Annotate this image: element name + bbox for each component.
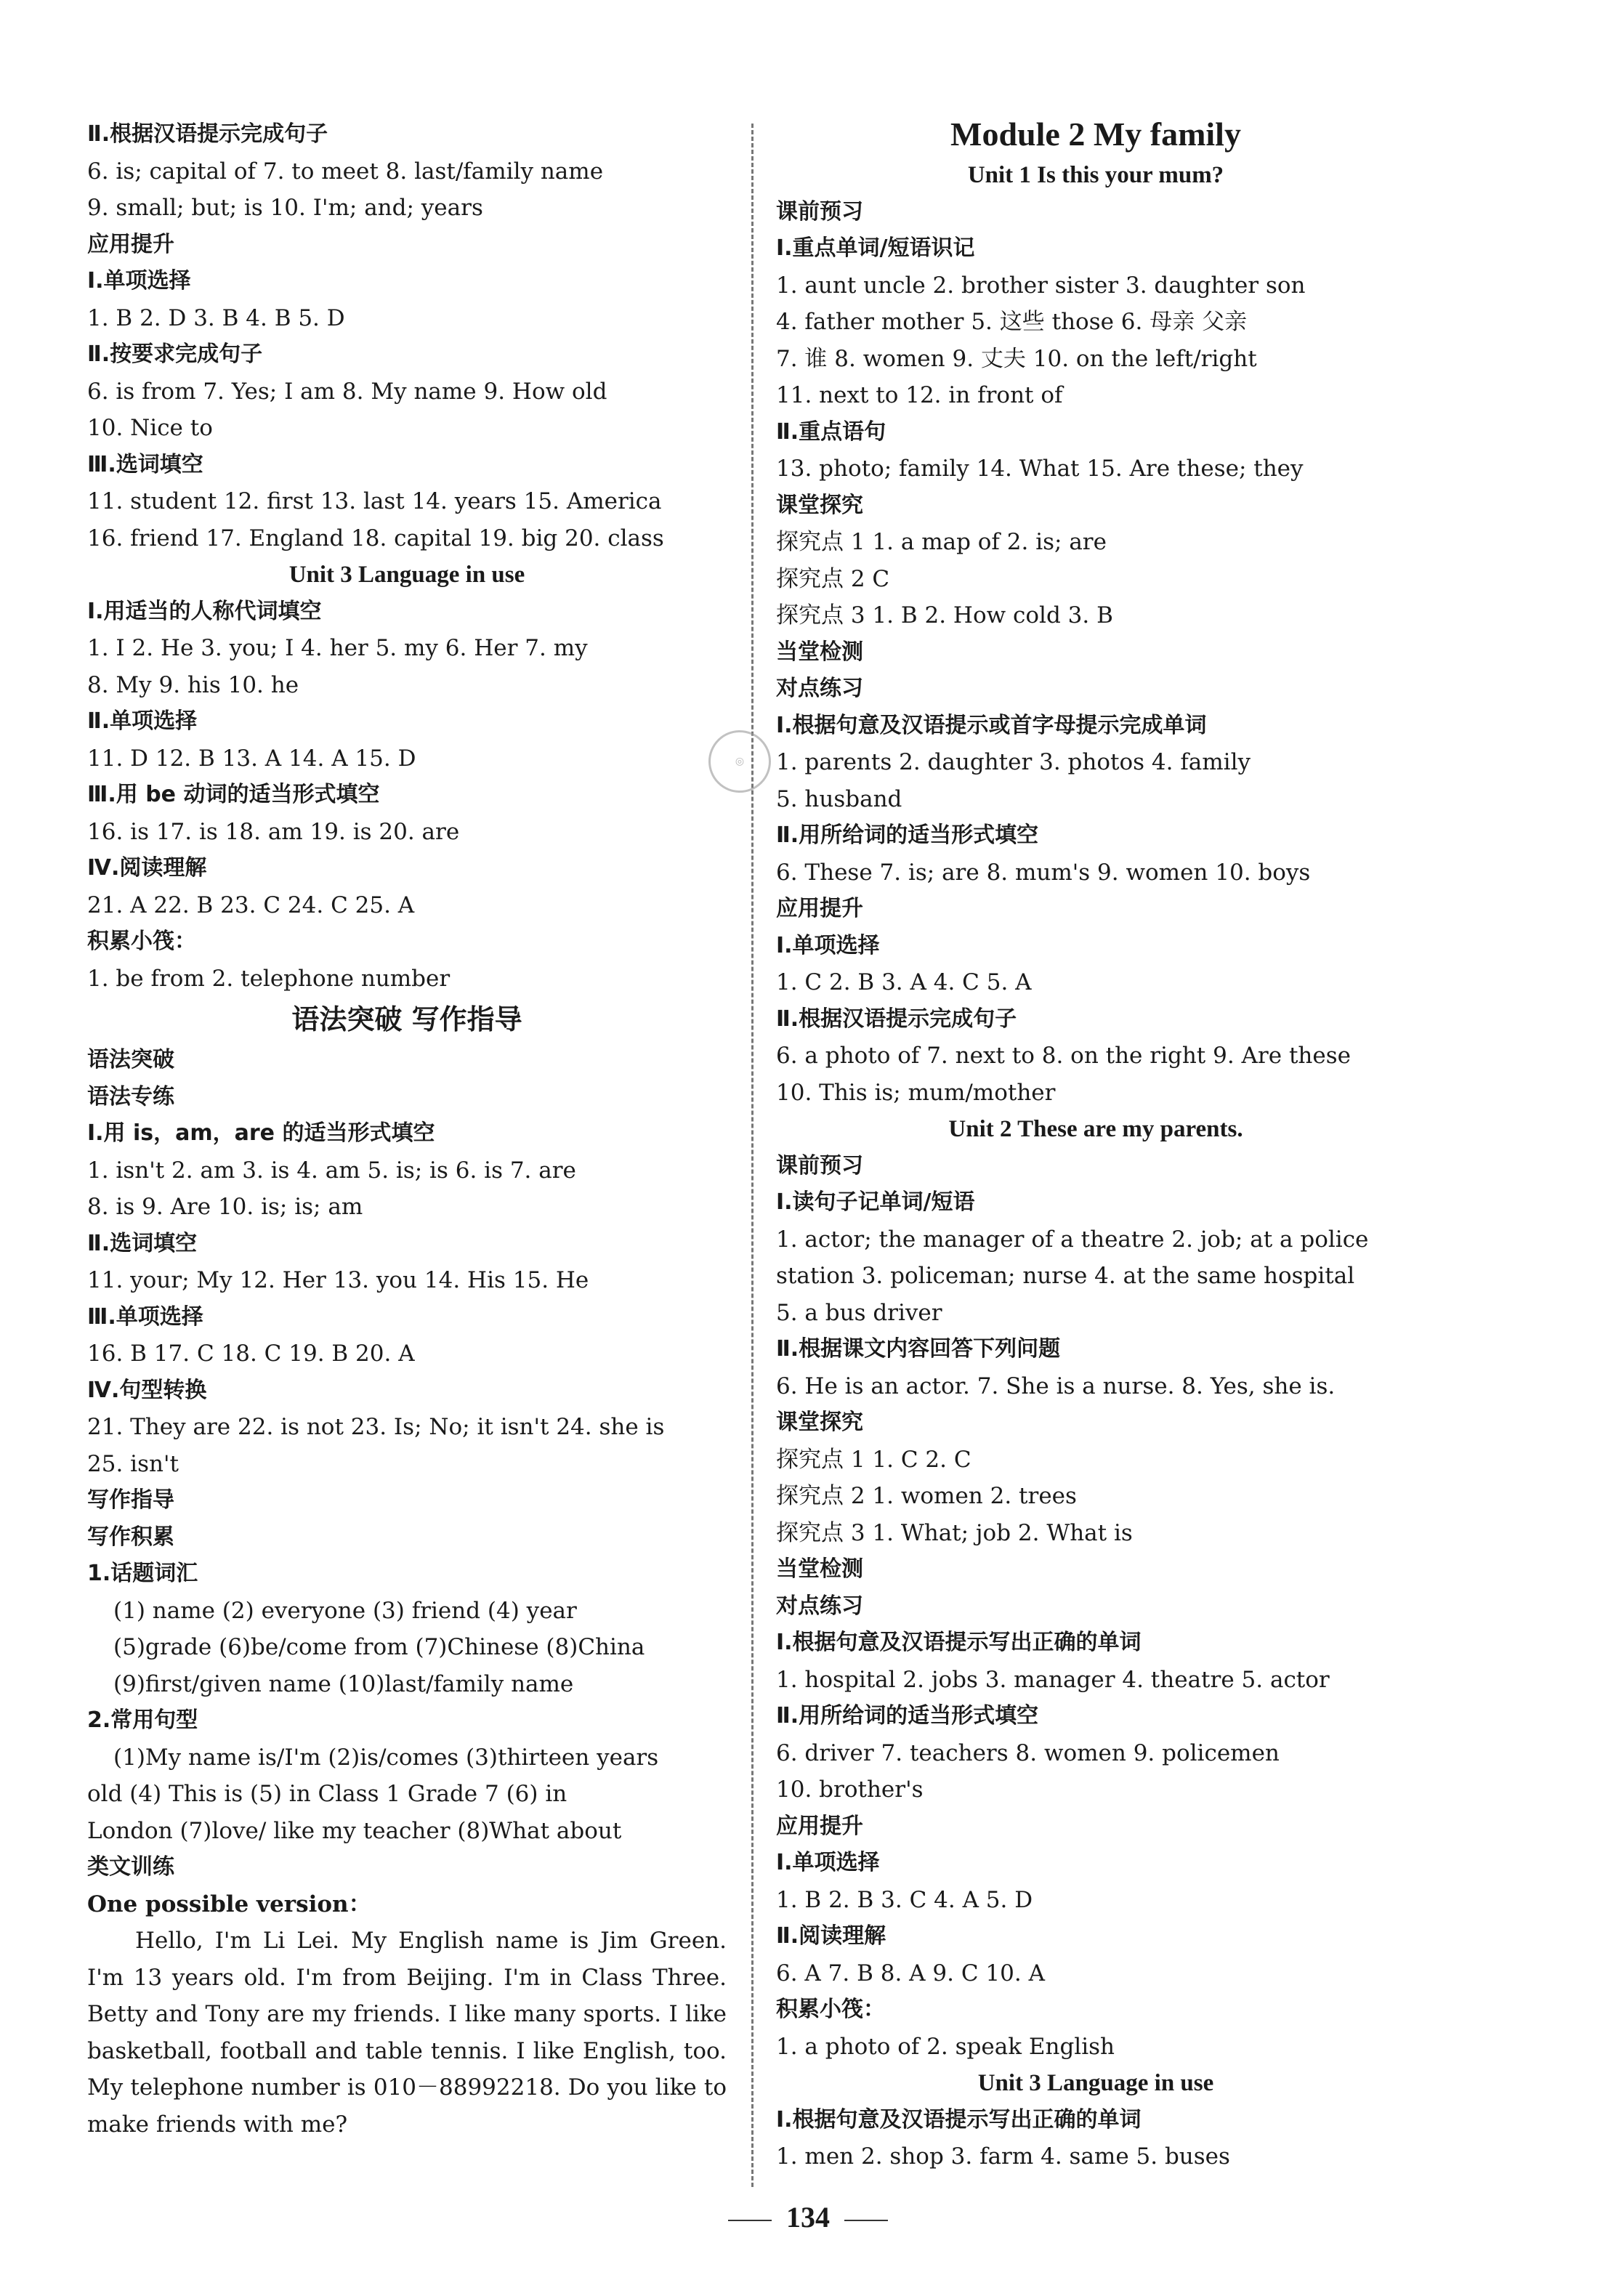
section-heading: Ⅱ.根据汉语提示完成句子: [87, 121, 328, 147]
section-heading: 应用提升: [87, 231, 174, 257]
section-heading: Ⅱ.选词填空: [87, 1230, 198, 1256]
unit-title: Unit 3 Language in use: [977, 2070, 1214, 2096]
section-heading: Ⅲ.用 be 动词的适当形式填空: [87, 782, 380, 807]
unit-title: Unit 1 Is this your mum?: [967, 162, 1224, 188]
section-heading: Ⅱ.单项选择: [87, 708, 198, 734]
watermark-stamp-icon: ◎: [708, 730, 771, 793]
section-heading: 课堂探究: [776, 1410, 863, 1435]
section-heading: 应用提升: [776, 896, 863, 921]
section-heading: 积累小筏：: [776, 1997, 885, 2022]
answer-line: 11. student 12. first 13. last 14. years 15. America: [87, 488, 662, 514]
sample-label: One possible version：: [87, 1891, 371, 1917]
section-heading: 写作指导: [87, 1487, 174, 1513]
answer-line: 21. They are 22. is not 23. Is; No; it isn't 24. she is: [87, 1414, 665, 1440]
answer-line: 1. B 2. D 3. B 4. B 5. D: [87, 304, 345, 331]
section-heading: Ⅱ.根据汉语提示完成句子: [776, 1006, 1017, 1032]
answer-line: 11. your; My 12. Her 13. you 14. His 15. He: [87, 1267, 589, 1293]
sample-essay: Hello, I'm Li Lei. My English name is Jim Green. I'm 13 years old. I'm from Beijing. I'm in Class Three. Betty and Tony are my friends. I like many sports. I like basketball, football and table tennis. I like English, too. My telephone number is 010－88992218. Do you like to make friends with me?: [87, 1928, 727, 2138]
section-heading: Ⅰ.单项选择: [776, 932, 880, 958]
section-heading: 当堂检测: [776, 1556, 863, 1582]
section-heading: 积累小筏：: [87, 929, 196, 954]
answer-line: 探究点 3 1. What; job 2. What is: [776, 1519, 1133, 1546]
answer-line: 9. small; but; is 10. I'm; and; years: [87, 195, 483, 221]
answer-line: 21. A 22. B 23. C 24. C 25. A: [87, 892, 415, 918]
answer-line: old (4) This is (5) in Class 1 Grade 7 (6) in: [87, 1781, 567, 1807]
left-column: [87, 116, 727, 2143]
page-number-text: 134: [786, 2201, 830, 2234]
section-heading: 课堂探究: [776, 492, 863, 518]
section-heading: Ⅱ.根据课文内容回答下列问题: [776, 1336, 1061, 1362]
answer-line: 10. brother's: [776, 1776, 924, 1803]
answer-line: 1. a photo of 2. speak English: [776, 2033, 1115, 2060]
section-heading: Ⅰ.根据句意及汉语提示写出正确的单词: [776, 1630, 1142, 1655]
answer-line: 8. is 9. Are 10. is; is; am: [87, 1194, 363, 1220]
answer-line: 5. a bus driver: [776, 1299, 942, 1326]
section-heading: Ⅲ.单项选择: [87, 1303, 203, 1330]
answer-line: 10. Nice to: [87, 415, 213, 441]
answer-line: 1. men 2. shop 3. farm 4. same 5. buses: [776, 2143, 1230, 2170]
section-heading: Ⅳ.句型转换: [87, 1377, 207, 1403]
answer-line: 10. This is; mum/mother: [776, 1079, 1056, 1106]
answer-line: 探究点 1 1. C 2. C: [776, 1446, 971, 1473]
section-heading: Ⅱ.按要求完成句子: [87, 341, 263, 367]
answer-line: 6. is from 7. Yes; I am 8. My name 9. How old: [87, 378, 607, 405]
section-heading: 当堂检测: [776, 639, 863, 665]
answer-line: 1. isn't 2. am 3. is 4. am 5. is; is 6. is 7. are: [87, 1157, 576, 1184]
answer-line-indented: (1) name (2) everyone (3) friend (4) year: [113, 1597, 577, 1624]
answer-line: 7. 谁 8. women 9. 丈夫 10. on the left/right: [776, 345, 1257, 372]
section-heading: 写作积累: [87, 1524, 174, 1550]
answer-line-indented: (9)first/given name (10)last/family name: [113, 1670, 574, 1697]
answer-line: 25. isn't: [87, 1450, 179, 1477]
answer-line: 16. B 17. C 18. C 19. B 20. A: [87, 1341, 415, 1367]
section-heading: Ⅱ.用所给词的适当形式填空: [776, 1703, 1039, 1729]
section-heading: 对点练习: [776, 676, 863, 701]
section-heading: 课前预习: [776, 1152, 863, 1179]
section-heading: Ⅳ.阅读理解: [87, 855, 207, 881]
answer-line: 16. friend 17. England 18. capital 19. big 20. class: [87, 525, 664, 551]
answer-line: 11. next to 12. in front of: [776, 382, 1063, 408]
answer-line: 6. He is an actor. 7. She is a nurse. 8. Yes, she is.: [776, 1373, 1336, 1399]
section-heading: Ⅰ.读句子记单词/短语: [776, 1189, 975, 1215]
answer-line: 1. hospital 2. jobs 3. manager 4. theatre 5. actor: [776, 1666, 1330, 1693]
answer-line: 1. I 2. He 3. you; I 4. her 5. my 6. Her 7. my: [87, 635, 588, 661]
answer-line: 4. father mother 5. 这些 those 6. 母亲 父亲: [776, 309, 1248, 335]
section-heading: Ⅰ.单项选择: [87, 268, 191, 294]
answer-line: 1. aunt uncle 2. brother sister 3. daughter son: [776, 272, 1306, 299]
answer-line: 6. A 7. B 8. A 9. C 10. A: [776, 1960, 1045, 1986]
answer-line: 探究点 1 1. a map of 2. is; are: [776, 529, 1107, 555]
answer-line: London (7)love/ like my teacher (8)What about: [87, 1817, 622, 1844]
answer-line: 1. B 2. B 3. C 4. A 5. D: [776, 1886, 1033, 1913]
section-heading: 2.常用句型: [87, 1707, 198, 1733]
section-heading: Ⅱ.重点语句: [776, 419, 886, 445]
section-heading: Ⅰ.重点单词/短语识记: [776, 235, 975, 261]
answer-line: 探究点 3 1. B 2. How cold 3. B: [776, 602, 1113, 628]
section-heading: Ⅰ.根据句意及汉语提示写出正确的单词: [776, 2106, 1142, 2133]
section-heading: 课前预习: [776, 198, 863, 225]
unit-title: Unit 2 These are my parents.: [948, 1116, 1243, 1142]
answer-line: 6. These 7. is; are 8. mum's 9. women 10. boys: [776, 859, 1311, 886]
answer-line: 1. be from 2. telephone number: [87, 965, 451, 992]
answer-line: 探究点 2 1. women 2. trees: [776, 1483, 1077, 1509]
answer-line: 1. actor; the manager of a theatre 2. job; at a police: [776, 1226, 1369, 1253]
answer-line: station 3. policeman; nurse 4. at the same hospital: [776, 1263, 1355, 1289]
answer-line: 5. husband: [776, 785, 902, 812]
section-heading: Ⅱ.用所给词的适当形式填空: [776, 822, 1039, 848]
answer-line: 6. driver 7. teachers 8. women 9. policemen: [776, 1739, 1280, 1766]
answer-line: 1. C 2. B 3. A 4. C 5. A: [776, 969, 1032, 995]
right-column: [776, 116, 1415, 2175]
answer-line: 16. is 17. is 18. am 19. is 20. are: [87, 818, 460, 845]
chapter-title: 语法突破 写作指导: [291, 1003, 522, 1035]
answer-line: 6. is; capital of 7. to meet 8. last/family name: [87, 158, 604, 185]
answer-line: 探究点 2 C: [776, 565, 890, 592]
answer-line: 8. My 9. his 10. he: [87, 671, 299, 698]
section-heading: 类文训练: [87, 1854, 174, 1880]
answer-line: 11. D 12. B 13. A 14. A 15. D: [87, 745, 416, 772]
section-heading: Ⅰ.单项选择: [776, 1850, 880, 1875]
column-divider: [751, 124, 754, 2187]
page-number: [0, 2200, 1616, 2234]
module-title: Module 2 My family: [950, 116, 1241, 153]
section-heading: Ⅰ.根据句意及汉语提示或首字母提示完成单词: [776, 712, 1207, 738]
section-heading: 语法专练: [87, 1083, 174, 1109]
answer-line: 6. a photo of 7. next to 8. on the right 9. Are these: [776, 1043, 1351, 1069]
section-heading: 语法突破: [87, 1047, 174, 1072]
answer-line: 13. photo; family 14. What 15. Are these; they: [776, 456, 1304, 482]
unit-title: Unit 3 Language in use: [288, 562, 525, 588]
section-heading: Ⅱ.阅读理解: [776, 1923, 886, 1949]
section-heading: 应用提升: [776, 1813, 863, 1839]
answer-line: 1. parents 2. daughter 3. photos 4. family: [776, 749, 1251, 775]
section-heading: 对点练习: [776, 1593, 863, 1619]
section-heading: Ⅰ.用 is，am，are 的适当形式填空: [87, 1120, 435, 1146]
answer-line-indented: (5)grade (6)be/come from (7)Chinese (8)China: [113, 1634, 645, 1660]
section-heading: 1.话题词汇: [87, 1561, 198, 1586]
answer-line-indented: (1)My name is/I'm (2)is/comes (3)thirteen years: [113, 1744, 659, 1771]
section-heading: Ⅰ.用适当的人称代词填空: [87, 598, 322, 624]
section-heading: Ⅲ.选词填空: [87, 451, 203, 477]
